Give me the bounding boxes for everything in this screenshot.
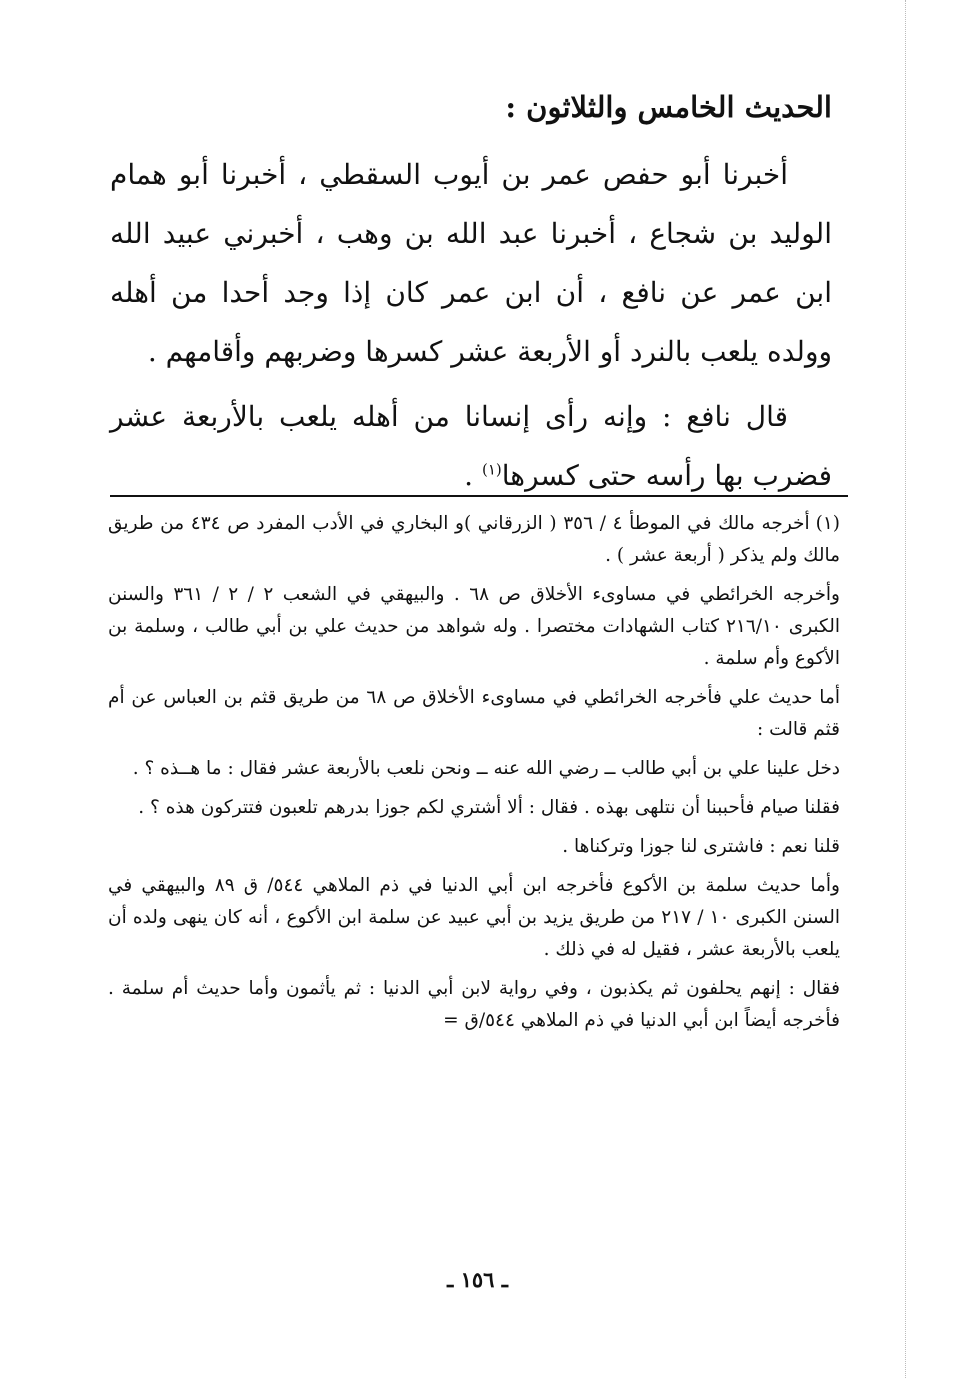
footnote-marker: (١) [481, 460, 502, 479]
footnote-paragraph-6: قلنا نعم : فاشترى لنا جوزا وتركناها . [562, 836, 840, 857]
footnote-paragraph-2: وأخرجه الخرائطي في مساوىء الأخلاق ص ٦٨ . والبيهقي في الشعب ٢ / ٢ / ٣٦١ والسنن الكبرى ٢١٦/١٠ كتاب الشهادات مختصرا . وله شواهد من حديث علي بن أبي طالب ، وسلمة بن الأكوع وأم سلمة . [108, 584, 840, 669]
footnote-number: (١) [815, 513, 840, 534]
footnote-1 [108, 508, 840, 572]
page-number: ـ ١٥٦ ـ [447, 1267, 508, 1292]
hadith-heading: الحديث الخامس والثلاثون : [505, 90, 832, 124]
footnote-paragraph-3: أما حديث علي فأخرجه الخرائطي في مساوىء الأخلاق ص ٦٨ من طريق قثم بن العباس عن أم قثم قالت : [108, 687, 840, 740]
footnote-separator [110, 495, 848, 497]
body-paragraph-2 [110, 387, 832, 505]
footnote-1-text: أخرجه مالك في الموطأ ٤ / ٣٥٦ ( الزرقاني )و البخاري في الأدب المفرد ص ٤٣٤ من طريق مالك ولم يذكر ( أربعة عشر ) . [108, 513, 840, 566]
body-paragraph-2-end: . [464, 459, 482, 492]
footnote-paragraph-5: فقلنا صيام فأحببنا أن نتلهى بهذه . فقال : ألا أشتري لكم جوزا بدرهم تلعبون فتتركون هذه ؟ . [138, 797, 840, 818]
footnote-paragraph-4: دخل علينا علي بن أبي طالب ــ رضي الله عنه ــ ونحن نلعب بالأربعة عشر فقال : ما هــذه ؟ . [132, 758, 840, 779]
main-text [110, 145, 832, 511]
footnote-paragraph-8: فقال : إنهم يحلفون ثم يكذبون ، وفي رواية لابن أبي الدنيا : ثم يأثمون وأما حديث أم سلمة . فأخرجه أيضاً ابن أبي الدنيا في ذم الملاهي ٥٤٤/ق = [108, 978, 840, 1031]
footnotes [108, 508, 840, 1044]
body-paragraph-2-text: قال نافع : وإنه رأى إنسانا من أهله يلعب بالأربعة عشر فضرب بها رأسه حتى كسرها [110, 400, 832, 492]
body-paragraph-1: أخبرنا أبو حفص عمر بن أيوب السقطي ، أخبرنا أبو همام الوليد بن شجاع ، أخبرنا عبد الله بن وهب ، أخبرني عبيد الله ابن عمر عن نافع ، أن ابن عمر كان إذا وجد أحدا من أهله وولده يلعب بالنرد أو الأربعة عشر كسرها وضربهم وأقامهم . [110, 158, 832, 368]
footnote-paragraph-7: وأما حديث سلمة بن الأكوع فأخرجه ابن أبي الدنيا في ذم الملاهي ٥٤٤/ ق ٨٩ والبيهقي في السنن الكبرى ١٠ / ٢١٧ من طريق يزيد بن أبي عبيد عن سلمة ابن الأكوع ، أنه كان ينهى ولده أن يلعب بالأربعة عشر ، فقيل له في ذلك . [108, 875, 840, 960]
scan-gutter-line [905, 0, 906, 1378]
